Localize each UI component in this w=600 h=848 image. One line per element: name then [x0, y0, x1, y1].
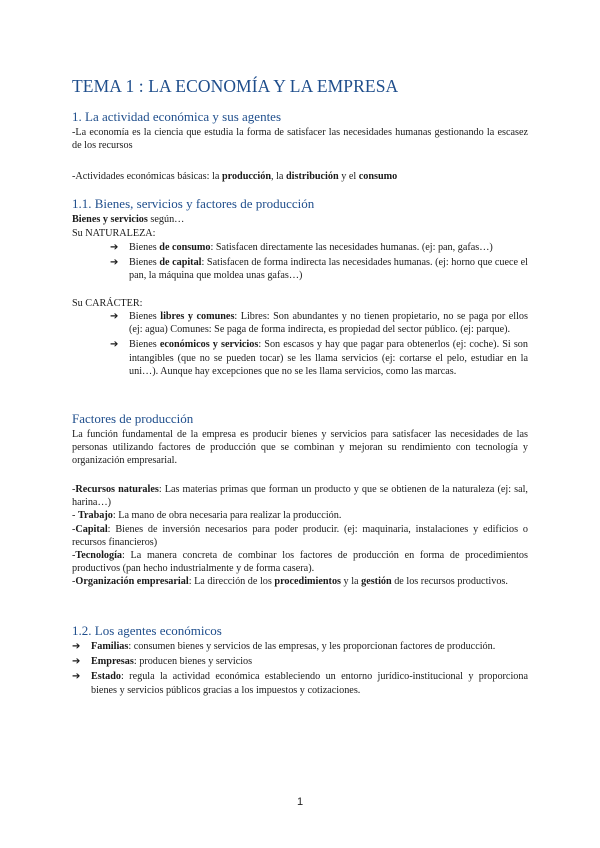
factores-intro: La función fundamental de la empresa es producir bienes y servicios para satisfacer las necesidades de las personas utilizando factores de producción que se combinan y mejoran su rendimiento con tecnología y organización empresarial. [72, 429, 528, 467]
list-item: ➔ Estado: regula la actividad económica estableciendo un entorno jurídico-institucional y proporciona bienes y servicios públicos gracias a los impuestos y cotizaciones. [72, 671, 528, 696]
section-heading-1-2: 1.2. Los agentes económicos [72, 623, 222, 638]
arrow-icon: ➔ [72, 656, 81, 668]
page-number: 1 [296, 796, 304, 808]
list-item: -Tecnología: La manera concreta de combinar los factores de producción en forma de procedimientos productivos (pan hecho industrialmente y de forma casera). [72, 550, 528, 575]
arrow-icon: ➔ [72, 641, 81, 652]
caracter-list [72, 310, 528, 378]
arrow-icon: ➔ [110, 257, 119, 269]
list-item: ➔ Bienes económicos y servicios: Son escasos y hay que pagar para obtenerlos (ej: coche). Si son intangibles (que no se pueden tocar) se les llama servicios (ej: cortarse el pelo, estudiar en la uni…). Aunque hay excepciones que no se les llama servicios, como las marcas. [110, 339, 528, 377]
arrow-icon: ➔ [72, 671, 81, 683]
naturaleza-list [72, 241, 528, 283]
list-item: ➔ Bienes libres y comunes: Libres: Son abundantes y no tienen propietario, no se paga por ellos (ej: agua) Comunes: Se paga de forma indirecta, es propiedad del sector público. (ej: parque). [110, 311, 528, 336]
list-item: - Trabajo: La mano de obra necesaria para realizar la producción. [72, 510, 342, 522]
list-item: ➔ Familias: consumen bienes y servicios de las empresas, y les proporcionan factores de producción. [72, 641, 496, 652]
paragraph-actividades: -Actividades económicas básicas: la producción, la distribución y el consumo [72, 171, 398, 182]
section-heading-1: 1. La actividad económica y sus agentes [72, 109, 282, 124]
list-item: ➔ Bienes de capital: Satisfacen de forma indirecta las necesidades humanas. (ej: horno que cuece el pan, la máquina que moldea unas gafas…) [110, 257, 528, 282]
list-item: -Organización empresarial: La dirección de los procedimientos y la gestión de los recursos productivos. [72, 576, 508, 588]
naturaleza-label: Su NATURALEZA: [72, 228, 156, 239]
list-item: -Recursos naturales: Las materias primas que forman un producto y que se obtienen de la naturaleza (ej: sal, harina…) [72, 484, 528, 509]
section-heading-factores: Factores de producción [72, 411, 194, 426]
arrow-icon: ➔ [110, 339, 119, 351]
bienes-intro: Bienes y servicios según… [72, 214, 185, 225]
section-heading-1-1: 1.1. Bienes, servicios y factores de producción [72, 196, 315, 211]
list-item: ➔ Bienes de consumo: Satisfacen directamente las necesidades humanas. (ej: pan, gafas…) [110, 242, 493, 253]
agentes-list [72, 640, 528, 697]
arrow-icon: ➔ [110, 242, 119, 253]
factores-list [72, 483, 528, 589]
caracter-label: Su CARÁCTER: [72, 298, 143, 309]
list-item: ➔ Empresas: producen bienes y servicios [72, 656, 253, 668]
paragraph-economia: -La economía es la ciencia que estudia la forma de satisfacer las necesidades humanas gestionando la escasez de los recursos [72, 127, 528, 152]
page-title: TEMA 1 : LA ECONOMÍA Y LA EMPRESA [72, 76, 399, 96]
list-item: -Capital: Bienes de inversión necesarios para poder producir. (ej: maquinaria, instalaciones y edificios o recursos financieros) [72, 523, 528, 548]
arrow-icon: ➔ [110, 311, 119, 322]
